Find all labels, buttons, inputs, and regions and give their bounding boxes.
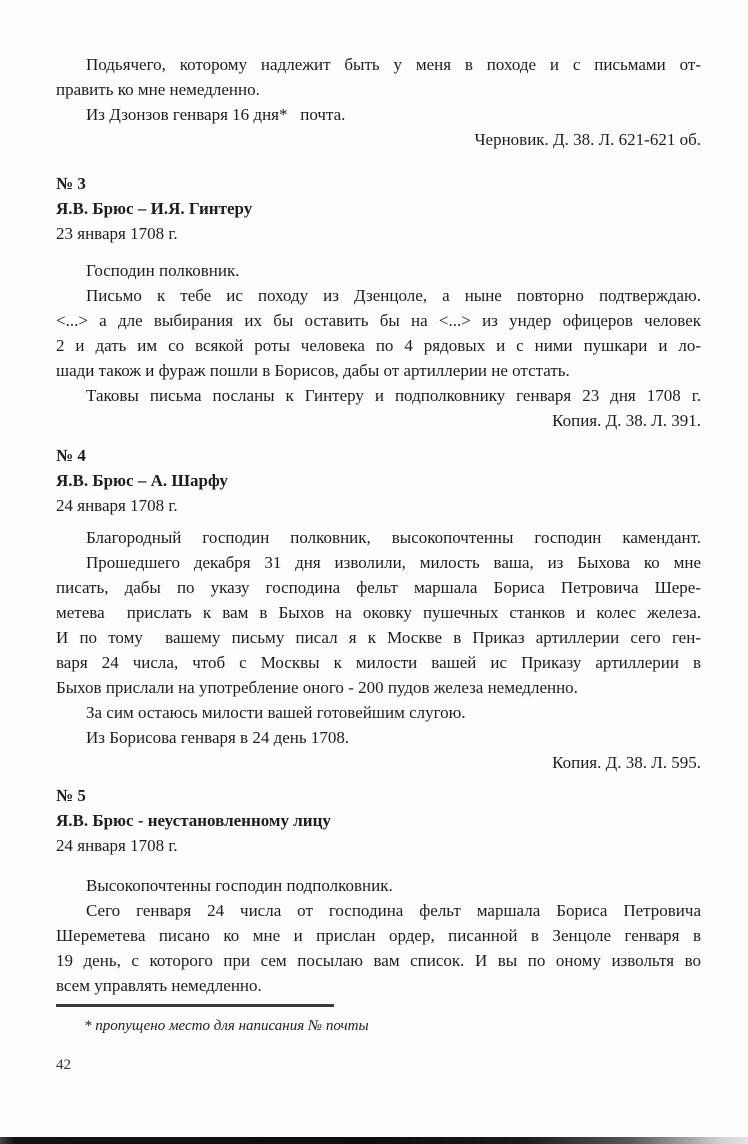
letter-title: Я.В. Брюс - неустановленному лицу	[56, 811, 331, 830]
text-line: И по тому вашему письму писал я к Москве в Приказ артиллерии сего ген-	[56, 628, 701, 647]
text-line: править ко мне немедленно.	[56, 80, 260, 99]
text-line: <...> а дле выбирания их бы оставить бы на <...> из ундер офицеров человек	[56, 311, 701, 330]
text-line: Сего генваря 24 числа от господина фельт маршала Бориса Петровича	[86, 901, 701, 920]
letter-number: № 5	[56, 786, 86, 805]
letter-5	[56, 783, 701, 998]
text-line: 19 день, с которого при сем посылаю вам список. И вы по оному извольтя во	[56, 951, 701, 970]
text-line: Быхов прислали на употребление оного - 200 пудов железа немедленно.	[56, 678, 578, 697]
footnote-text: * пропущено место для написания № почты	[84, 1018, 369, 1034]
text-line: Из Борисова генваря в 24 день 1708.	[86, 728, 350, 747]
text-line: За сим остаюсь милости вашей готовейшим слугою.	[86, 703, 466, 722]
letter-number: № 4	[56, 446, 86, 465]
letter-4	[56, 443, 701, 775]
archive-reference: Черновик. Д. 38. Л. 621-621 об.	[474, 130, 701, 149]
text-line: Прошедшего декабря 31 дня изволили, милость ваша, из Быхова ко мне	[86, 553, 701, 572]
text-line: Подьячего, которому надлежит быть у меня в походе и с письмами от-	[86, 55, 701, 74]
text-line: всем управлять немедленно.	[56, 976, 262, 995]
salutation-line: Господин полковник.	[86, 261, 240, 280]
letter-title: Я.В. Брюс – А. Шарфу	[56, 471, 228, 490]
page-number: 42	[56, 1057, 71, 1073]
salutation-line: Высокопочтенны господин подполковник.	[86, 876, 393, 895]
text-block	[56, 0, 701, 1078]
letter-date: 24 января 1708 г.	[56, 836, 178, 855]
text-line: 2 и дать им со всякой роты человека по 4 рядовых и с ними пушкари и ло-	[56, 336, 701, 355]
text-line: Письмо к тебе ис походу из Дзенцоле, а ныне повторно подтверждаю.	[86, 286, 701, 305]
salutation-line: Благородный господин полковник, высокопочтенны господин камендант.	[86, 528, 701, 547]
letter-3	[56, 171, 701, 433]
letter-number: № 3	[56, 174, 86, 193]
letter-date: 23 января 1708 г.	[56, 224, 178, 243]
footnote-divider	[56, 1004, 334, 1007]
text-line: Из Дзонзов генваря 16 дня* почта.	[86, 105, 346, 124]
text-line: шади також и фураж пошли в Борисов, дабы от артиллерии не отстать.	[56, 361, 570, 380]
letter-title: Я.В. Брюс – И.Я. Гинтеру	[56, 199, 253, 218]
archive-reference: Копия. Д. 38. Л. 391.	[552, 411, 701, 430]
text-line: метева прислать к вам в Быхов на оковку пушечных станков и колес железа.	[56, 603, 701, 622]
page-bottom-scan-edge	[0, 1137, 748, 1144]
text-line: Шереметева писано ко мне и прислан ордер, писанной в Зенцоле генваря в	[56, 926, 701, 945]
archive-reference: Копия. Д. 38. Л. 595.	[552, 753, 701, 772]
prelude-paragraph	[56, 52, 701, 152]
text-line: варя 24 числа, чтоб с Москвы к милости вашей ис Приказу артиллерии в	[56, 653, 701, 672]
text-line: Таковы письма посланы к Гинтеру и подполковнику генваря 23 дня 1708 г.	[86, 386, 701, 405]
letter-date: 24 января 1708 г.	[56, 496, 178, 515]
text-line: писать, дабы по указу господина фельт маршала Бориса Петровича Шере-	[56, 578, 701, 597]
